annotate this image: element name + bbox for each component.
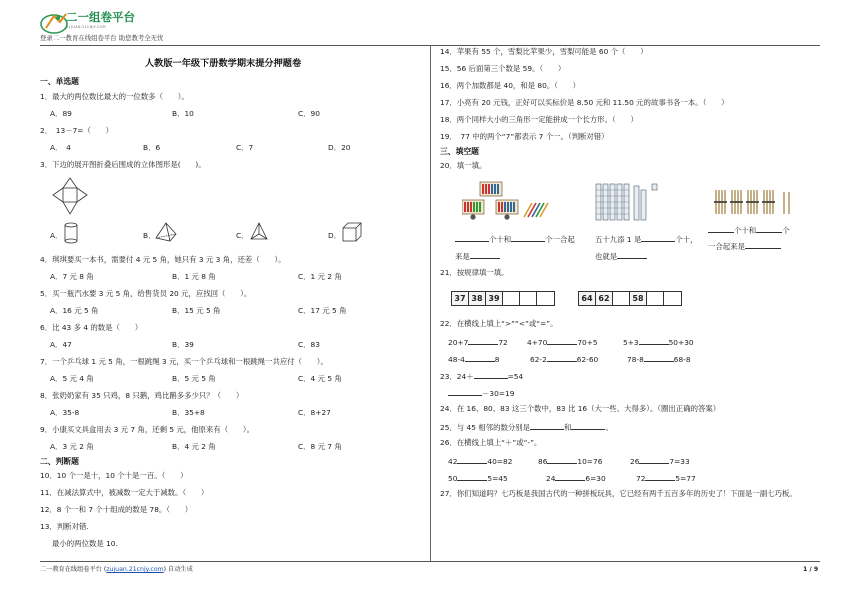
- q8-option-a: A．35-8: [50, 408, 80, 417]
- net-diagram-icon: [52, 176, 88, 216]
- q7-option-a: A．5 元 4 角: [50, 374, 94, 383]
- q22-row-1c: 5+3 50+30: [623, 338, 694, 347]
- triangular-prism-icon: [250, 222, 268, 242]
- question-25: 25．与 45 相邻的数分别是 和 。: [440, 423, 613, 432]
- question-10: 10．10 个一是十，10 个十是一百。（ ）: [40, 471, 188, 480]
- question-23-line2: －30=19: [448, 388, 514, 399]
- q3-option-a: A．: [50, 231, 63, 240]
- page-title: 人教版一年级下册数学期末提分押题卷: [145, 58, 302, 69]
- abacus-counters-image: [462, 181, 560, 221]
- footer-link[interactable]: zujuan.21cnjy.com: [106, 566, 164, 573]
- q26-row-1b: 86 10=76: [538, 457, 603, 466]
- q20-fig-b-line1: 五十九添 1 是 个十，: [595, 235, 698, 244]
- stick-bundles-image: [712, 186, 802, 216]
- question-13-sub: 最小的两位数是 10.: [52, 539, 118, 548]
- q22-row-2b: 62-2 62-60: [530, 355, 599, 364]
- seq1-cell: 38: [469, 292, 486, 305]
- seq2-blank-cell: [613, 292, 630, 305]
- q3-option-d: D．: [328, 231, 342, 240]
- q26-row-1c: 26 7=33: [630, 457, 690, 466]
- q4-option-b: B．1 元 8 角: [172, 272, 216, 281]
- q4-option-c: C．1 元 2 角: [298, 272, 342, 281]
- q26-row-2c: 72 5=77: [636, 474, 696, 483]
- question-21: 21．按规律填一填。: [440, 268, 509, 277]
- page-number: 1 / 9: [803, 566, 819, 573]
- q22-row-2: 48-4 8: [448, 355, 500, 364]
- q22-row-1: 20+7 72: [448, 338, 508, 347]
- q7-option-c: C．4 元 5 角: [298, 374, 342, 383]
- q3-option-c: C．: [236, 231, 249, 240]
- question-6: 6．比 43 多 4 的数是（ ）: [40, 323, 143, 332]
- footer-source: 二一教育在线组卷平台 (zujuan.21cnjy.com) 自动生成: [40, 566, 193, 573]
- question-5: 5．买一瓶汽水要 3 元 5 角，给售货员 20 元，应找回（ ）。: [40, 289, 252, 298]
- q5-option-b: B．15 元 5 角: [172, 306, 221, 315]
- pyramid-icon: [154, 222, 178, 242]
- cube-icon: [342, 222, 362, 242]
- q6-option-c: C．83: [298, 340, 320, 349]
- seq2-cell: 58: [630, 292, 647, 305]
- question-2: 2． 13－7=（ ）: [40, 126, 114, 135]
- q22-row-1b: 4+70 70+5: [527, 338, 598, 347]
- q20-fig-c-line2: 一合起来是: [708, 241, 781, 252]
- q3-option-b: B．: [143, 231, 156, 240]
- question-19: 19． 77 中的两个“7”都表示 7 个一。（判断对错）: [440, 132, 609, 141]
- q20-fig-a-line2: 来是: [455, 251, 500, 262]
- q5-option-c: C．17 元 5 角: [298, 306, 347, 315]
- q26-row-2a: 50 5=45: [448, 474, 508, 483]
- seq2-blank-cell: [647, 292, 664, 305]
- footer-rule: [40, 561, 820, 562]
- logo-text: 二一组卷平台: [66, 10, 135, 24]
- q21-sequence-1: [451, 291, 555, 306]
- q9-option-a: A．3 元 2 角: [50, 442, 94, 451]
- question-3: 3．下边的展开图折叠后围成的立体图形是( )。: [40, 160, 206, 169]
- q1-option-c: C．90: [298, 109, 320, 118]
- question-1: 1．最大的两位数比最大的一位数多（ ）。: [40, 92, 189, 101]
- seq1-blank-cell: [520, 292, 537, 305]
- question-27: 27．你们知道吗？七巧板是我国古代的一种拼板玩具，它已经有两千五百多年的历史了！下面是一副七巧板。: [440, 489, 797, 498]
- q7-option-b: B．5 元 5 角: [172, 374, 216, 383]
- question-18: 18．两个同样大小的三角形一定能拼成一个长方形。（ ）: [440, 115, 638, 124]
- seq1-blank-cell: [537, 292, 554, 305]
- question-8: 8．张奶奶家有 35 只鸡，8 只鹅，鸡比鹅多多少只？（ ）: [40, 391, 244, 400]
- q5-option-a: A．16 元 5 角: [50, 306, 99, 315]
- question-24: 24．在 16、80、83 这三个数中，83 比 16（大一些、大得多）。（圈出正确的答案）: [440, 404, 721, 413]
- question-9: 9．小康买文具盒用去 3 元 7 角，还剩 5 元，他原来有（ ）。: [40, 425, 254, 434]
- q1-option-a: A．89: [50, 109, 72, 118]
- question-4: 4．琪琪要买一本书，需要付 4 元 5 角，她只有 3 元 3 角，还差（ ）。: [40, 255, 286, 264]
- cylinder-icon: [64, 222, 78, 244]
- q9-option-b: B．4 元 2 角: [172, 442, 216, 451]
- q20-fig-b-line2: 也就是: [595, 251, 647, 262]
- cube-bars-image: [594, 182, 664, 222]
- question-15: 15．56 后面第三个数是 59。（ ）: [440, 64, 566, 73]
- q22-row-2c: 78-8 68-8: [627, 355, 691, 364]
- q8-option-b: B．35+8: [172, 408, 205, 417]
- seq2-cell: 64: [579, 292, 596, 305]
- column-divider: [430, 46, 431, 562]
- q1-option-b: B．10: [172, 109, 194, 118]
- question-14: 14．苹果有 55 个，雪梨比苹果少，雪梨可能是 60 个（ ）: [440, 47, 648, 56]
- question-22: 22．在横线上填上“>”“<”或“=”。: [440, 319, 558, 328]
- q6-option-a: A．47: [50, 340, 72, 349]
- seq1-cell: 39: [486, 292, 503, 305]
- question-20: 20．填一填。: [440, 161, 487, 170]
- seq1-blank-cell: [503, 292, 520, 305]
- q6-option-b: B．39: [172, 340, 194, 349]
- question-12: 12．8 个一和 7 个十组成的数是 78。（ ）: [40, 505, 193, 514]
- q20-fig-c-line1: 个十和 个: [708, 225, 790, 236]
- header-slogan: 登录二一教育在线组卷平台 助您教考全无忧: [40, 34, 164, 42]
- q26-row-1a: 42 40=82: [448, 457, 513, 466]
- q2-option-a: A． 4: [50, 143, 71, 152]
- question-13: 13．判断对错.: [40, 522, 89, 531]
- section-true-false: 二、判断题: [40, 457, 79, 466]
- q9-option-c: C．8 元 7 角: [298, 442, 342, 451]
- question-23: 23．24＋ =54: [440, 372, 524, 381]
- question-11: 11．在减法算式中，被减数一定大于减数。（ ）: [40, 488, 209, 497]
- q2-option-d: D．20: [328, 143, 351, 152]
- question-7: 7．一个乒乓球 1 元 5 角，一根跳绳 3 元，买一个乒乓球和一根跳绳一共应付（ ）。: [40, 357, 328, 366]
- seq2-blank-cell: [664, 292, 681, 305]
- q21-sequence-2: [578, 291, 682, 306]
- q4-option-a: A．7 元 8 角: [50, 272, 94, 281]
- q26-row-2b: 24 6=30: [546, 474, 606, 483]
- section-fill-blank: 三、填空题: [440, 147, 479, 156]
- q20-fig-a-line1: 个十和 个一合起: [455, 234, 575, 245]
- q2-option-c: C．7: [236, 143, 254, 152]
- seq1-cell: 37: [452, 292, 469, 305]
- q8-option-c: C．8+27: [298, 408, 331, 417]
- q2-option-b: B．6: [143, 143, 161, 152]
- question-26: 26．在横线上填上“＋”或“-”。: [440, 438, 542, 447]
- logo-subtitle: 21JUAN.21CNJY.COM: [66, 25, 106, 29]
- question-16: 16．两个加数都是 40，和是 80。（ ）: [440, 81, 581, 90]
- seq2-cell: 62: [596, 292, 613, 305]
- section-single-choice: 一、单选题: [40, 77, 79, 86]
- question-17: 17．小亮有 20 元钱，正好可以买标价是 8.50 元和 11.50 元的故事书各一本。（ ）: [440, 98, 729, 107]
